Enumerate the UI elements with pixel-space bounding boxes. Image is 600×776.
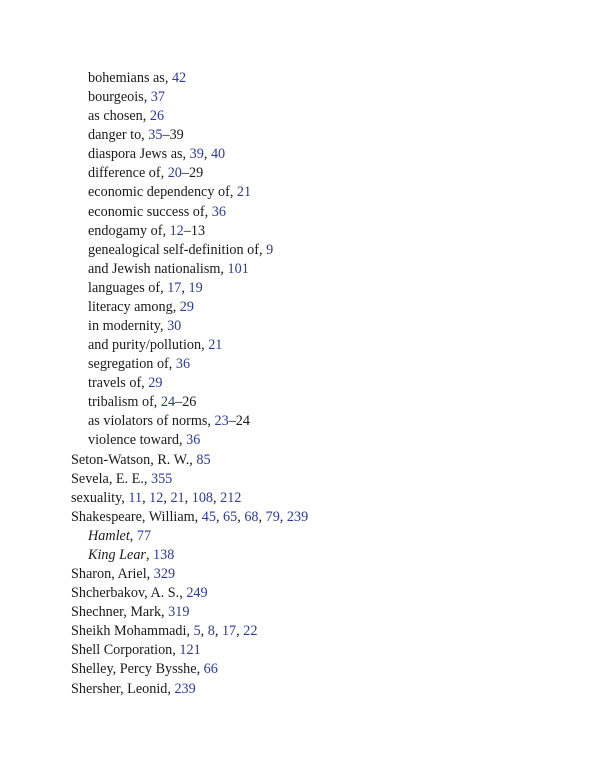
entry-text: and Jewish nationalism, <box>88 260 228 277</box>
entry-text: Shersher, Leonid, <box>71 680 175 697</box>
entry-text: Shechner, Mark, <box>71 604 169 621</box>
entry-text: , <box>215 508 224 525</box>
index-subentry <box>0 164 600 183</box>
entry-text: diaspora Jews as, <box>88 146 190 163</box>
page-reference-link[interactable]: 36 <box>175 356 191 373</box>
entry-text: , <box>258 508 266 525</box>
entry-text: as violators of norms, <box>88 413 215 430</box>
index-entry <box>0 451 600 470</box>
index-entry <box>0 660 600 679</box>
entry-text: –26 <box>175 394 197 411</box>
page-reference-link[interactable]: 108 <box>191 489 214 506</box>
entry-text: Shelley, Percy Bysshe, <box>71 661 204 678</box>
index-subentry <box>0 393 600 412</box>
entry-text: sexuality, <box>71 489 129 506</box>
entry-text: , <box>129 527 137 544</box>
page-reference-link[interactable]: 79 <box>265 508 280 525</box>
entry-text: Shakespeare, William, <box>71 508 202 525</box>
page-reference-link[interactable]: 23 <box>214 413 229 430</box>
index-subentry <box>0 527 600 546</box>
entry-text: , <box>163 489 171 506</box>
entry-text: Sheikh Mohammadi, <box>71 623 194 640</box>
entry-text: languages of, <box>88 279 168 296</box>
page-reference-link[interactable]: 36 <box>186 432 201 449</box>
index-entry <box>0 470 600 489</box>
index-subentry <box>0 203 600 222</box>
entry-text: –24 <box>228 413 250 430</box>
page-reference-link[interactable]: 68 <box>244 508 259 525</box>
page-reference-link[interactable]: 319 <box>168 604 190 621</box>
entry-text: bourgeois, <box>88 89 151 106</box>
page-reference-link[interactable]: 30 <box>167 318 182 335</box>
page-reference-link[interactable]: 21 <box>208 337 223 354</box>
page-reference-link[interactable]: 45 <box>201 508 216 525</box>
page-reference-link[interactable]: 29 <box>179 298 194 315</box>
page-reference-link[interactable]: 37 <box>150 89 165 106</box>
page-reference-link[interactable]: 21 <box>170 489 185 506</box>
page-reference-link[interactable]: 355 <box>150 470 173 487</box>
page-reference-link[interactable]: 121 <box>179 642 201 659</box>
entry-text: Shcherbakov, A. S., <box>71 585 187 602</box>
page-reference-link[interactable]: 21 <box>236 184 252 201</box>
index-subentry <box>0 298 600 317</box>
page-reference-link[interactable]: 36 <box>211 203 226 220</box>
entry-text: , <box>214 623 222 640</box>
page-reference-link[interactable]: 66 <box>203 661 218 678</box>
entry-text: Sharon, Ariel, <box>71 566 154 583</box>
index-entry <box>0 584 600 603</box>
index-subentry <box>0 336 600 355</box>
page-reference-link[interactable]: 212 <box>220 489 242 506</box>
entry-text: tribalism of, <box>88 394 161 411</box>
page-reference-link[interactable]: 249 <box>186 585 208 602</box>
entry-text: and purity/pollution, <box>88 337 209 354</box>
page-reference-link[interactable]: 329 <box>153 566 176 583</box>
page-reference-link[interactable]: 12 <box>149 489 164 506</box>
page-reference-link[interactable]: 77 <box>136 527 152 544</box>
page-reference-link[interactable]: 29 <box>148 375 163 392</box>
index-subentry <box>0 546 600 565</box>
entry-text: , <box>236 623 244 640</box>
entry-text: Sevela, E. E., <box>71 470 151 487</box>
entry-text: economic dependency of, <box>88 184 237 201</box>
page-reference-link[interactable]: 11 <box>128 489 143 506</box>
index-subentry <box>0 260 600 279</box>
entry-text: as chosen, <box>88 108 150 125</box>
page-reference-link[interactable]: 19 <box>188 279 203 296</box>
entry-text: Seton-Watson, R. W., <box>71 451 197 468</box>
index-subentry <box>0 317 600 336</box>
entry-text: literacy among, <box>88 298 180 315</box>
index-subentry <box>0 88 600 107</box>
entry-text: Shell Corporation, <box>71 642 180 659</box>
entry-text: genealogical self-definition of, <box>88 241 267 258</box>
page-reference-link[interactable]: 39 <box>189 146 204 163</box>
index-subentry <box>0 241 600 260</box>
index-subentry <box>0 412 600 431</box>
index-entry <box>0 489 600 508</box>
entry-text: , <box>181 279 189 296</box>
page-reference-link[interactable]: 17 <box>221 623 237 640</box>
entry-text: danger to, <box>88 127 149 144</box>
page-reference-link[interactable]: 35 <box>148 127 163 144</box>
index-subentry <box>0 431 600 450</box>
index-entry <box>0 622 600 641</box>
entry-text: –13 <box>183 222 206 239</box>
entry-text: bohemians as, <box>88 70 172 86</box>
page-reference-link[interactable]: 42 <box>171 70 187 86</box>
entry-text: , <box>184 489 192 506</box>
index-subentry <box>0 69 600 88</box>
index-subentry <box>0 374 600 393</box>
page-reference-link[interactable]: 9 <box>266 241 274 258</box>
entry-text: endogamy of, <box>88 222 170 239</box>
entry-text: , <box>145 546 154 563</box>
entry-text: –39 <box>162 127 184 144</box>
entry-text: , <box>213 489 221 506</box>
entry-text: in modernity, <box>88 318 168 335</box>
entry-text: violence toward, <box>88 432 187 449</box>
page-reference-link[interactable]: 26 <box>149 108 165 125</box>
entry-text: travels of, <box>88 375 149 392</box>
entry-text: , <box>203 146 211 163</box>
entry-text: economic success of, <box>88 203 212 220</box>
index-subentry <box>0 145 600 164</box>
entry-text: , <box>200 623 208 640</box>
index-entry <box>0 508 600 527</box>
index-entry <box>0 641 600 660</box>
index-entry <box>0 565 600 584</box>
page-reference-link[interactable]: 24 <box>160 394 176 411</box>
index-subentry <box>0 126 600 145</box>
index-subentry <box>0 183 600 202</box>
page-reference-link[interactable]: 65 <box>223 508 238 525</box>
index-page <box>0 69 600 699</box>
index-subentry <box>0 222 600 241</box>
page-reference-link[interactable]: 101 <box>227 260 249 277</box>
index-subentry <box>0 279 600 298</box>
entry-text: segregation of, <box>88 356 176 373</box>
work-title: King Lear <box>88 546 146 563</box>
page-reference-link[interactable]: 40 <box>210 146 226 163</box>
entry-text: difference of, <box>88 165 168 182</box>
page-reference-link[interactable]: 22 <box>243 623 258 640</box>
index-entry <box>0 680 600 699</box>
page-reference-link[interactable]: 239 <box>286 508 309 525</box>
work-title: Hamlet <box>88 527 130 544</box>
entry-text: , <box>142 489 150 506</box>
page-reference-link[interactable]: 138 <box>153 546 175 563</box>
page-reference-link[interactable]: 5 <box>193 623 201 640</box>
entry-text: –29 <box>181 165 204 182</box>
page-reference-link[interactable]: 12 <box>169 222 184 239</box>
page-reference-link[interactable]: 85 <box>196 451 211 468</box>
page-reference-link[interactable]: 17 <box>167 279 182 296</box>
page-reference-link[interactable]: 20 <box>167 165 182 182</box>
entry-text: , <box>279 508 287 525</box>
entry-text: , <box>237 508 245 525</box>
page-reference-link[interactable]: 239 <box>174 680 196 697</box>
index-subentry <box>0 355 600 374</box>
index-subentry <box>0 107 600 126</box>
index-entry <box>0 603 600 622</box>
page-reference-link[interactable]: 8 <box>207 623 215 640</box>
